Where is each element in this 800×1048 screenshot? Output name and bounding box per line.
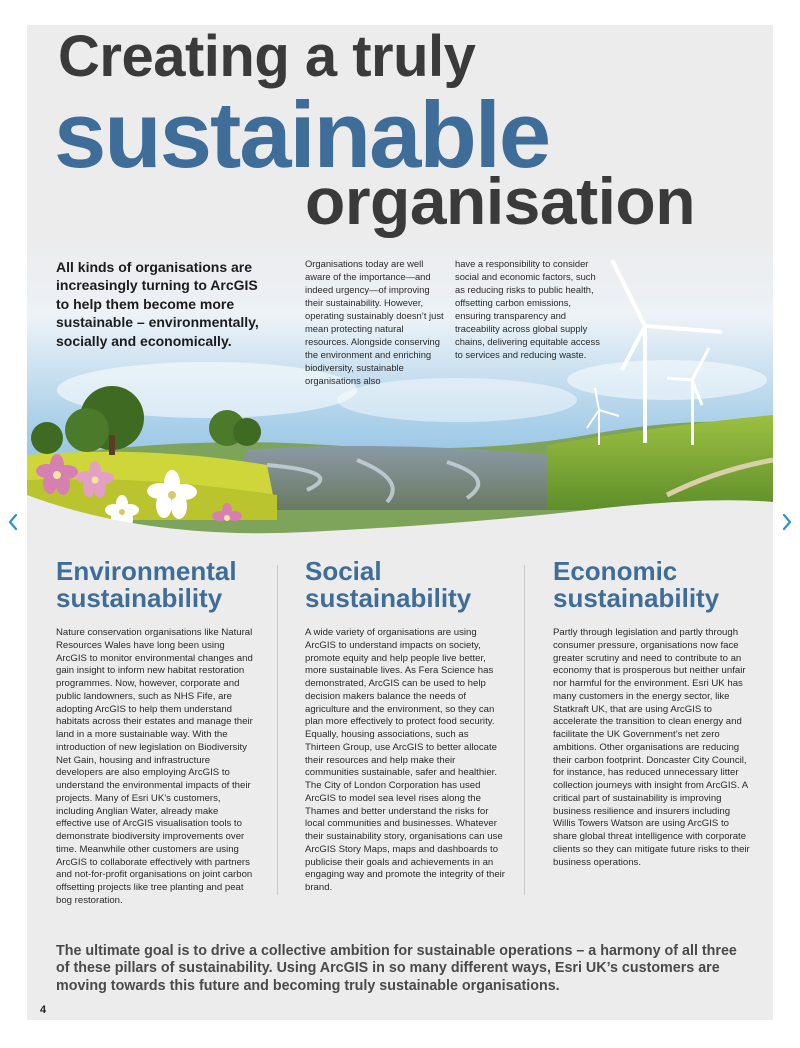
intro-column-2: have a responsibility to consider social and economic factors, such as reducing risks to public health, offsetting carbon emissions, ensuring transparency and traceability across global supply chains, delivering equitable access to services and reducing waste. [455,258,600,360]
prev-page-button[interactable] [4,510,22,534]
economic-heading-line2: sustainability [553,583,720,614]
social-heading-line2: sustainability [305,583,472,614]
title-line-2: sustainable [54,82,550,187]
next-page-button[interactable] [778,510,796,534]
intro-text: All kinds of organisations are increasingly turning to ArcGIS to help them become more sustainable – environmentally, socially and economically. [56,259,259,349]
title-line-3: organisation [305,164,696,238]
column-divider [524,565,525,895]
environmental-heading-line2: sustainability [56,583,223,614]
economic-heading-line1: Economic [553,556,678,586]
economic-body: Partly through legislation and partly through consumer pressure, organisations now face greater scrutiny and need to contribute to an economy that is prosperous but neither unfair nor harmful for the environment. Esri UK has many customers in the energy sector, like Statkraft UK, that are using ArcGIS to accelerate the transition to clean energy and facilitate the UK Government’s net zero ambitions. Other organisations are reducing their carbon footprint. Doncaster City Council, for instance, has reduced unnecessary litter collection journeys with insight from ArcGIS. A critical part of sustainability is improving business resilience and insurers including Willis Towers Watson are using ArcGIS to share global threat intelligence with corporate clients so they can mitigate future risks to their business operations. [553,627,750,868]
closing-statement: The ultimate goal is to drive a collective ambition for sustainable operations – a harmony of all three of these pillars of sustainability. Using ArcGIS in so many different ways, Esri UK’s customers are moving towards this future and becoming truly sustainable organisations. [56,943,737,994]
environmental-body: Nature conservation organisations like Natural Resources Wales have long been using ArcGIS to monitor environmental changes and gain insight to inform new habitat restoration programmes. Now, however, corporate and public landowners, such as NHS Fife, are adopting ArcGIS to help them understand habitats across their estates and manage their land in a more sustainable way. With the introduction of new legislation on Biodiversity Net Gain, housing and infrastructure developers are also employing ArcGIS to understand the environmental impacts of their projects. Many of Esri UK’s customers, including Anglian Water, already make effective use of ArcGIS visualisation tools to demonstrate biodiversity improvements over time. Meanwhile other customers are using ArcGIS to collaborate effectively with partners and not-for-profit organisations on joint carbon offsetting projects like tree planting and peat bog restoration. [56,627,253,906]
chevron-right-icon [778,510,796,534]
social-body: A wide variety of organisations are using ArcGIS to understand impacts on society, promote equity and help people live better, more sustainable lives. As Fera Science has demonstrated, ArcGIS can be used to help decision makers balance the needs of agriculture and the environment, so they can plan more effectively to protect food security. Equally, housing associations, such as Thirteen Group, use ArcGIS to better allocate their resources and help make their communities sustainable, safer and healthier. The City of London Corporation has used ArcGIS to model sea level rises along the Thames and better understand the risks for local communities and businesses. Whatever their sustainability story, organisations can use ArcGIS Story Maps, maps and dashboards to publicise their goals and achievements in an engaging way and promote the integrity of their brand. [305,627,505,893]
environmental-heading-line1: Environmental [56,556,237,586]
social-heading-line1: Social [305,556,382,586]
chevron-left-icon [4,510,22,534]
economic-heading [553,558,719,613]
intro-column-1: Organisations today are well aware of the importance—and indeed urgency—of improving their sustainability. However, operating sustainably doesn’t just mean protecting natural resources. Alongside conserving the environment and enriching biodiversity, sustainable organisations also [305,258,444,386]
environmental-heading [56,558,237,613]
title-line-1: Creating a truly [58,24,476,89]
page-number: 4 [40,1004,47,1016]
column-divider [277,565,278,895]
social-heading [305,558,471,613]
